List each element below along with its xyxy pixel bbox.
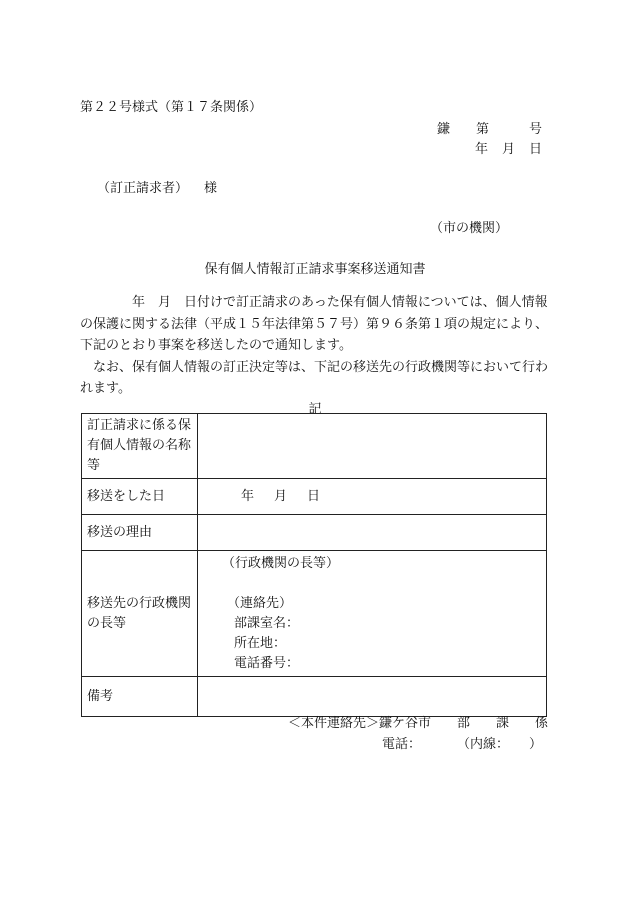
form-number-label: 第２２号様式（第１７条関係）: [80, 100, 263, 115]
destination-agency-label: 移送先の行政機関の長等: [82, 551, 198, 677]
table-row: [82, 479, 547, 515]
recipient-line: [97, 177, 217, 196]
department-label: 部課室名：: [234, 616, 300, 631]
remarks-label: 備考: [82, 677, 198, 717]
document-title: 保有個人情報訂正請求事案移送通知書: [204, 262, 426, 277]
table-row: [82, 677, 547, 717]
footer-contact-prefix: ＜本件連絡先＞鎌ケ谷市: [287, 716, 431, 731]
recipient-honorific: 様: [204, 181, 218, 196]
footer-extension-label: （内線：: [456, 737, 509, 752]
reference-dai: 第: [475, 122, 489, 137]
recipient-name: （訂正請求者）: [97, 181, 189, 196]
body-paragraph-1: [80, 292, 548, 357]
info-name-value: [198, 414, 547, 479]
reference-number: [437, 118, 542, 137]
body-text: [80, 292, 548, 400]
reference-prefix: 鎌: [436, 122, 450, 137]
transfer-reason-value: [198, 515, 547, 551]
table-row: [82, 551, 547, 677]
transfer-date-year: 年: [241, 488, 255, 504]
remarks-value: [198, 677, 547, 717]
body-paragraph-2: なお、保有個人情報の訂正決定等は、下記の移送先の行政機関等において行われます。: [80, 359, 549, 396]
reference-go: 号: [528, 122, 542, 137]
transfer-date-day: 日: [307, 488, 321, 504]
footer-contact: [288, 712, 548, 731]
footer-phone: [382, 733, 542, 752]
body-date-month: 月: [158, 295, 172, 310]
footer-contact-kakari: 係: [534, 716, 548, 731]
ki-heading: 記: [308, 402, 322, 417]
issue-date-day: 日: [528, 142, 542, 157]
contact-label: （連絡先）: [227, 596, 293, 611]
issue-date: [475, 138, 542, 157]
body-paragraph-1-text: 日付けで訂正請求のあった保有個人情報については、個人情報の保護に関する法律（平成１５年法律第５７号）第９６条第１項の規定により、下記のとおり事案を移送したので通知します。: [80, 295, 549, 353]
issue-date-month: 月: [501, 142, 515, 157]
footer-extension-close: ）: [528, 737, 542, 752]
footer-contact-bu: 部: [456, 716, 470, 731]
table-row: [82, 515, 547, 551]
phone-number-label: 電話番号：: [234, 656, 300, 671]
table-row: [82, 414, 547, 479]
address-label: 所在地：: [234, 636, 287, 651]
body-date-year: 年: [132, 295, 146, 310]
issue-date-year: 年: [474, 142, 488, 157]
sender-agency: （市の機関）: [429, 221, 508, 236]
transfer-reason-label: 移送の理由: [82, 515, 198, 551]
transfer-details-table: [81, 413, 547, 717]
footer-phone-label: 電話：: [381, 737, 421, 752]
info-name-label: 訂正請求に係る保有個人情報の名称等: [82, 414, 198, 479]
destination-agency-value: [198, 551, 547, 677]
agency-head-label: （行政機関の長等）: [222, 556, 340, 571]
transfer-date-value: [198, 479, 547, 515]
transfer-date-label: 移送をした日: [82, 479, 198, 515]
footer-contact-ka: 課: [495, 716, 509, 731]
transfer-date-month: 月: [274, 488, 288, 504]
